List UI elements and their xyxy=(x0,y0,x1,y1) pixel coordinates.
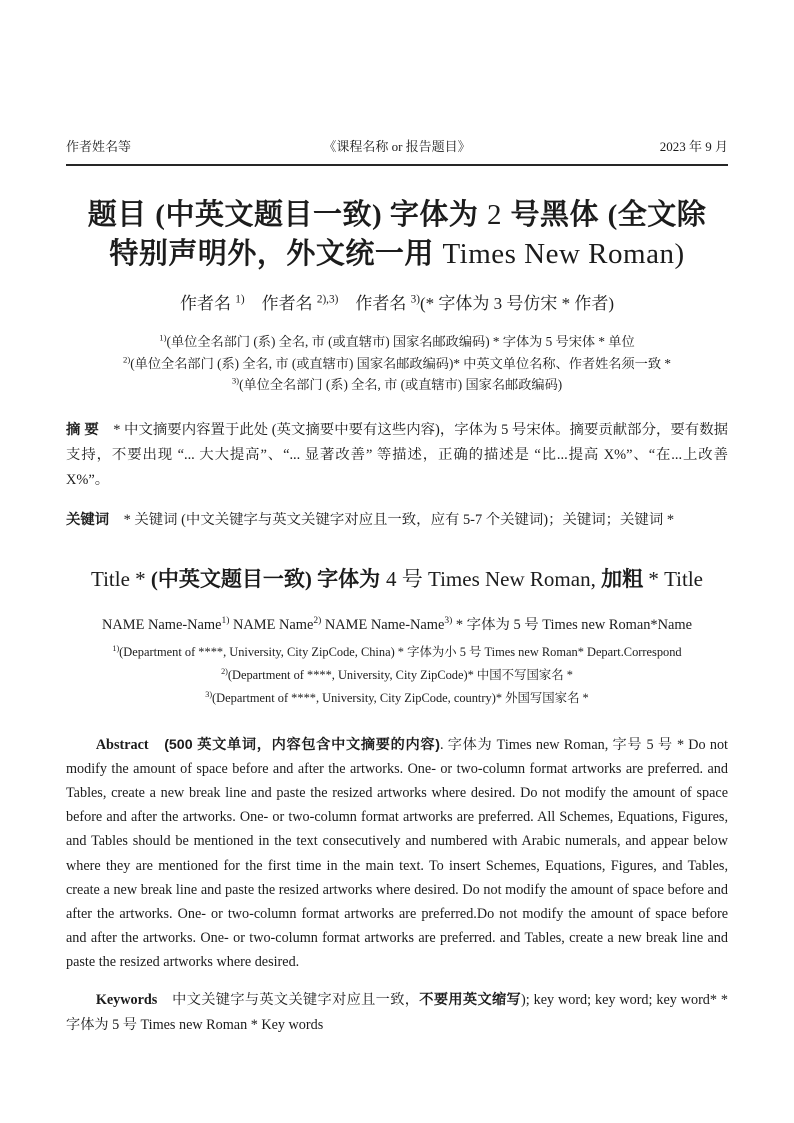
text-segment: 号黑体 xyxy=(501,199,608,231)
text-segment: 中文关键字与英文关键字对应且一致， xyxy=(157,991,420,1008)
text-segment: 4 号 xyxy=(386,566,428,591)
text-segment: 作者名 xyxy=(261,294,317,313)
text-segment: 3) xyxy=(231,375,240,386)
text-segment: 2 xyxy=(486,199,502,231)
text-segment: 摘 要 xyxy=(66,421,99,438)
text-segment: 2),3) xyxy=(316,293,339,306)
chinese-affiliation-3 xyxy=(66,374,728,396)
chinese-keywords-line xyxy=(66,508,728,533)
text-segment: 3) xyxy=(410,293,420,306)
text-segment: (Department of ****, University, City ZipCode, China) * 字体为小 5 号 Times new Roman* Depart.Correspond xyxy=(119,644,682,659)
text-segment: (Department of ****, University, City ZipCode)* 中国不写国家名 * xyxy=(227,667,573,682)
text-segment: 字体为 xyxy=(317,567,386,591)
text-segment: ( xyxy=(150,566,158,591)
text-segment: * 字体为 5 号 Times new Roman*Name xyxy=(452,616,692,633)
text-segment: 2) xyxy=(313,615,322,626)
chinese-affiliation-1 xyxy=(66,331,728,353)
text-segment: ( xyxy=(155,199,166,231)
text-segment: NAME Name-Name xyxy=(321,616,445,633)
text-segment: 2) xyxy=(123,354,131,365)
text-segment: * 关键词 (中文关键字与英文关键字对应且一致，应有 5-7 个关键词)；关键词；关键词 * xyxy=(109,511,675,528)
text-segment: . 字体为 Times new Roman, 字号 5 号 * Do not modify the amount of space before and after the artworks. One- or two-column format artworks are preferred. and Tables, create a new break line and paste the resized artworks where desired. Do not modify the amount of space before and after the artworks. One- or two-column format artworks are preferred. All Schemes, Equations, Figures, and Tables should be mentioned in the text consecutively and numbered with Arabic numerals, and appear below where they are mentioned for the first time in the main text. To insert Schemes, Equations, Figures, and Tables, create a new break line and paste the resized artworks where desired. Do not modify the amount of space before and after the artworks. One- or two-column format artworks are preferred.Do not modify the amount of space before and after the artworks. One- or two-column format artworks are preferred. and Tables, create a new break line and paste the resized artworks where desired. xyxy=(66,736,728,971)
text-segment: 加粗 xyxy=(601,567,644,591)
text-segment: 作者名 xyxy=(179,294,236,313)
header-course-title: 《课程名称 or 报告题目》 xyxy=(323,139,471,154)
text-segment: * Title xyxy=(643,566,703,591)
running-header xyxy=(66,0,728,155)
text-segment: NAME Name xyxy=(229,616,314,633)
chinese-abstract-paragraph xyxy=(66,418,728,493)
english-affiliation-3 xyxy=(66,687,728,710)
text-segment xyxy=(245,294,262,313)
chinese-title xyxy=(66,196,728,274)
text-segment: ) xyxy=(304,566,318,591)
english-keywords-paragraph xyxy=(66,988,728,1038)
text-segment xyxy=(338,294,355,313)
header-author-name: 作者姓名等 xyxy=(66,139,132,154)
text-segment: Keywords xyxy=(95,991,158,1008)
text-segment: 1) xyxy=(112,643,120,653)
text-segment: ); key word; key word; key word* * 字体为 5 号 Times new Roman * Key words xyxy=(66,991,728,1033)
text-segment xyxy=(149,737,165,753)
text-segment: Abstract xyxy=(95,736,149,753)
text-segment: (* 字体为 3 号仿宋 * 作者) xyxy=(419,294,615,313)
text-segment: 1) xyxy=(221,615,230,626)
header-rule xyxy=(66,164,728,166)
text-segment: 中英文题目一致 xyxy=(157,567,305,591)
text-segment: 特别声明外，外文统一用 xyxy=(109,238,443,270)
text-segment: 3) xyxy=(444,615,453,626)
english-affiliation-1 xyxy=(66,641,728,664)
text-segment: (单位全名部门 (系) 全名, 市 (或直辖市) 国家名邮政编码) * 字体为 5 号宋体 * 单位 xyxy=(166,334,635,349)
english-author-line xyxy=(66,613,728,634)
chinese-affiliations xyxy=(66,331,728,396)
text-segment: 作者名 xyxy=(355,294,411,313)
text-segment: ( xyxy=(607,199,618,231)
text-segment: 全文除 xyxy=(617,199,707,231)
chinese-title-line-1 xyxy=(66,196,728,235)
text-segment: NAME Name-Name xyxy=(102,616,222,633)
text-segment: 中英文题目一致 xyxy=(165,199,372,231)
text-segment: 不要用英文缩写 xyxy=(419,991,522,1008)
text-segment: (500 英文单词，内容包含中文摘要的内容) xyxy=(164,736,440,753)
text-segment: 1) xyxy=(159,332,167,343)
text-segment: 关键词 xyxy=(66,511,110,528)
header-date: 2023 年 9 月 xyxy=(659,139,728,154)
text-segment: ) xyxy=(371,199,390,231)
text-segment: Times New Roman) xyxy=(442,238,685,270)
text-segment: 题目 xyxy=(87,199,156,231)
text-segment: (单位全名部门 (系) 全名, 市 (或直辖市) 国家名邮政编码) xyxy=(239,377,563,392)
text-segment: Title * xyxy=(90,566,151,591)
text-segment: 3) xyxy=(205,689,213,699)
chinese-author-line xyxy=(66,289,728,314)
text-segment: * 中文摘要内容置于此处 (英文摘要中要有这些内容)，字体为 5 号宋体。摘要贡献部分，要有数据支持，不要出现 “... 大大提高”、“... 显著改善” 等描述，正确的描述是 “比...提高 X%”、“在...上改善 X%”。 xyxy=(66,421,729,488)
text-segment: 1) xyxy=(235,293,245,306)
english-abstract-paragraph xyxy=(66,733,728,975)
text-segment: 字体为 xyxy=(389,199,487,231)
text-segment: (单位全名部门 (系) 全名, 市 (或直辖市) 国家名邮政编码)* 中英文单位名称、作者姓名须一致 * xyxy=(130,355,671,371)
english-title xyxy=(66,564,728,595)
english-affiliation-2 xyxy=(66,664,728,687)
text-segment: (Department of ****, University, City ZipCode, country)* 外国写国家名 * xyxy=(212,690,589,705)
text-segment: Times New Roman, xyxy=(428,566,602,591)
english-affiliations xyxy=(66,641,728,710)
chinese-affiliation-2 xyxy=(66,353,728,375)
chinese-title-line-2 xyxy=(66,235,728,274)
text-segment: 2) xyxy=(221,666,228,676)
